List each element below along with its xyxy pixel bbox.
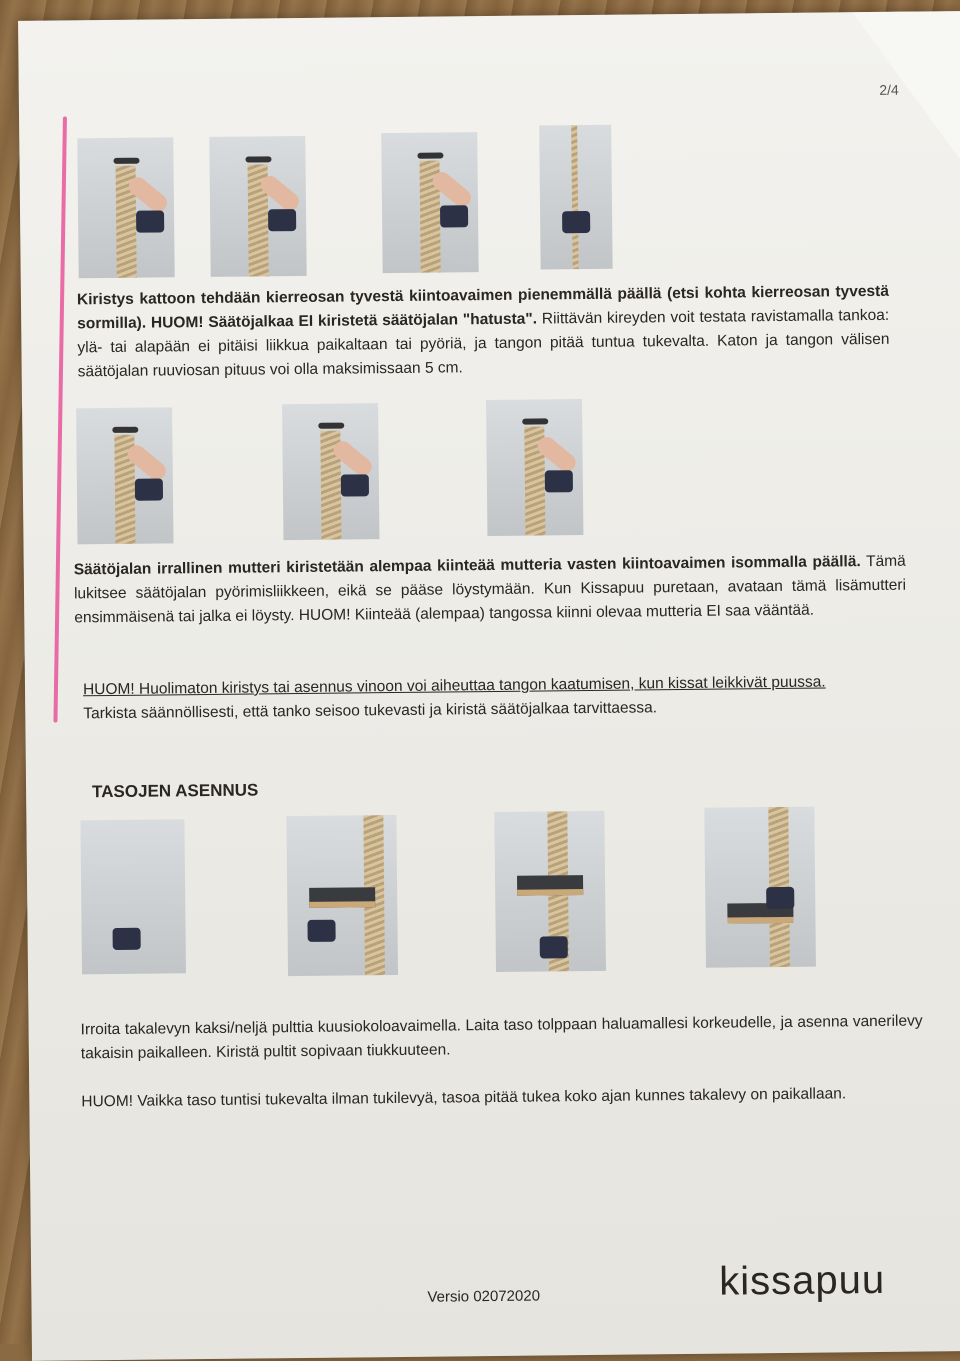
photo-shelf-step-1 xyxy=(80,819,186,974)
photo-ceiling-tighten-2 xyxy=(209,136,306,277)
page-number: 2/4 xyxy=(879,81,899,98)
tightening-instructions xyxy=(77,280,890,384)
lock-nut-instructions xyxy=(74,550,907,631)
shelves-heading: TASOJEN ASENNUS xyxy=(92,780,259,802)
photo-lock-nut-1 xyxy=(76,407,173,544)
photo-shelf-step-2 xyxy=(286,815,398,976)
lock-nut-body-text: Tämä lukitsee säätöjalan pyörimisliikkeen, eikä se pääse löystymään. Kun Kissapuu puretaan, avataan tämä lisämutteri ensimmäisenä tai jalka ei löysty. HUOM! Kiinteää (alempaa) tangossa kiinni olevaa mutteria EI saa vääntää. xyxy=(73,552,907,627)
photo-shelf-step-3 xyxy=(494,811,606,972)
safety-warning-underlined: HUOM! Huolimaton kiristys tai asennus vinoon voi aiheuttaa tangon kaatumisen, kun kissat leikkivät puussa. xyxy=(82,673,826,699)
tightening-bold-text: Kiristys kattoon tehdään kierreosan tyvestä kiintoavaimen pienemmällä päällä (etsi kohta kierreosan tyvestä sormilla). HUOM! Säätöjalkaa EI kiristetä säätöjalan "hatusta". xyxy=(76,282,889,333)
photo-ceiling-tighten-3 xyxy=(381,132,478,273)
photo-ceiling-tighten-4 xyxy=(539,125,613,270)
lock-nut-bold-text: Säätöjalan irrallinen mutteri kiristetään alempaa kiinteää mutteria vasten kiintoavaimen isommalla päällä. xyxy=(73,553,861,579)
photo-ceiling-tighten-1 xyxy=(77,137,174,278)
safety-warning xyxy=(83,669,943,726)
instruction-sheet xyxy=(18,11,960,1361)
photo-lock-nut-2 xyxy=(282,403,379,540)
kissapuu-logo xyxy=(719,1258,885,1305)
logo-wordmark: kissapuu xyxy=(719,1257,886,1304)
highlighter-mark xyxy=(53,117,67,723)
safety-warning-followup: Tarkista säännöllisesti, että tanko seisoo tukevasti ja kiristä säätöjalkaa tarvittaessa. xyxy=(83,699,658,723)
tightening-body-text: Riittävän kireyden voit testata ravistamalla tankoa: ylä- tai alapään ei pitäisi liikkua paikaltaan tai pyöriä, ja tangon pitää tuntua tukevalta. Katon ja tangon välisen säätöjalan ruuviosan pituus voi olla maksimissaan 5 cm. xyxy=(77,306,890,381)
photo-lock-nut-3 xyxy=(486,399,583,536)
photo-shelf-step-4 xyxy=(704,807,816,968)
next-page-corner xyxy=(840,11,960,162)
version-label: Versio 02072020 xyxy=(427,1287,541,1306)
shelf-warning: HUOM! Vaikka taso tuntisi tukevalta ilman tukilevyä, tasoa pitää tukea koko ajan kunnes takalevy on paikallaan. xyxy=(81,1085,847,1111)
shelf-instructions: Irroita takalevyn kaksi/neljä pulttia kuusiokoloavaimella. Laita taso tolppaan haluamallesi korkeudelle, ja asenna vanerilevy takaisin paikalleen. Kiristä pultit sopivaan tiukkuuteen. xyxy=(80,1012,923,1063)
